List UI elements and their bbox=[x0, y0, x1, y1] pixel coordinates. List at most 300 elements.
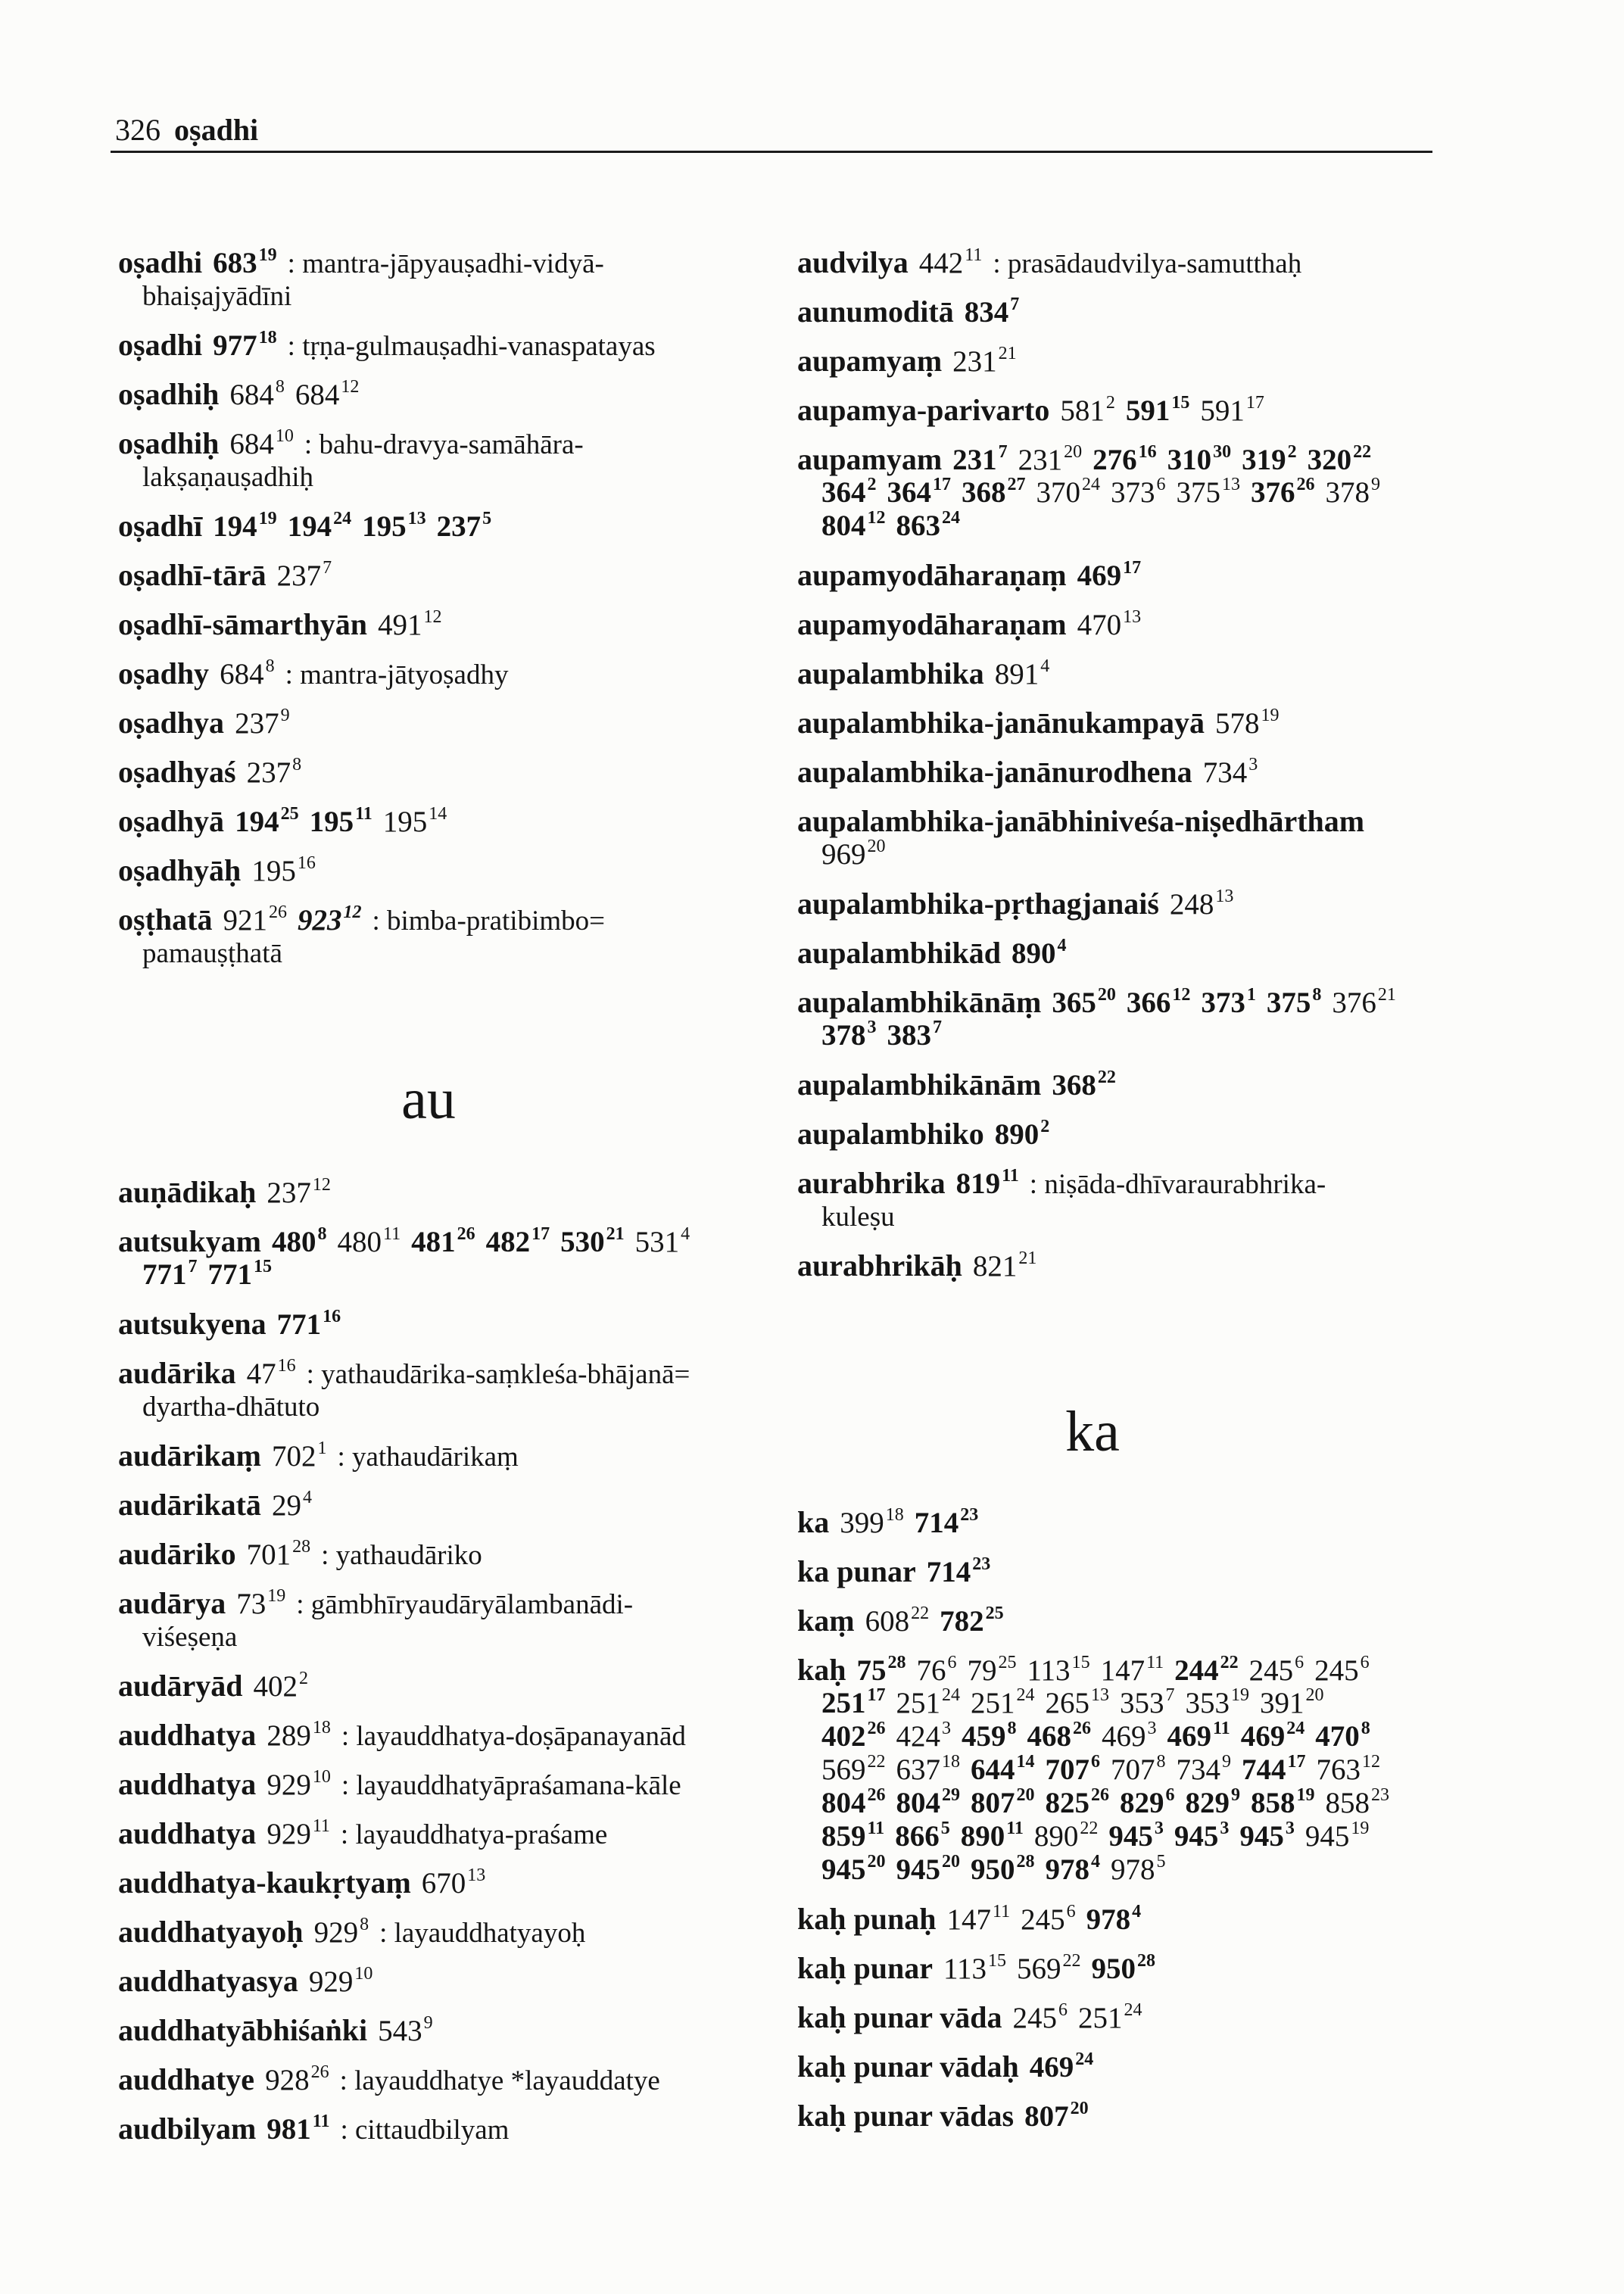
page-number-ref: 459 bbox=[962, 1720, 1006, 1753]
gloss-text: : niṣāda-dhīvaraurabhrika- bbox=[1029, 1169, 1326, 1200]
page-number-ref: 289 bbox=[267, 1719, 311, 1752]
page-reference bbox=[821, 1753, 886, 1786]
page-number-ref: 73 bbox=[236, 1588, 267, 1620]
headword: aupalambhika-janānurodhena bbox=[797, 755, 1192, 789]
index-entry bbox=[797, 2050, 1388, 2084]
page-number-ref: 945 bbox=[1304, 1820, 1350, 1853]
page-number-ref: 251 bbox=[1078, 2002, 1123, 2034]
line-number-superscript: 19 bbox=[267, 1586, 286, 1606]
line-number-superscript: 20 bbox=[1064, 442, 1083, 462]
line-number-superscript: 19 bbox=[1261, 706, 1280, 725]
line-number-superscript: 8 bbox=[275, 377, 285, 397]
page-number-ref: 684 bbox=[295, 379, 340, 411]
page-number-ref: 194 bbox=[213, 510, 257, 543]
line-number-superscript: 16 bbox=[323, 1307, 341, 1326]
page-number-ref: 683 bbox=[213, 247, 257, 279]
index-entry bbox=[797, 246, 1388, 279]
page-number-ref: 977 bbox=[213, 329, 257, 362]
page-reference bbox=[1108, 1820, 1164, 1853]
line-number-superscript: 8 bbox=[1361, 1719, 1370, 1738]
page-number-ref: 248 bbox=[1169, 888, 1214, 921]
page-reference bbox=[288, 510, 352, 543]
page-reference bbox=[896, 1853, 961, 1886]
page-number-ref: 368 bbox=[962, 476, 1006, 509]
gloss-text: : bimba-pratibimbo= bbox=[372, 905, 606, 937]
page-number-ref: 442 bbox=[918, 247, 964, 279]
page-number-ref: 707 bbox=[1045, 1753, 1089, 1786]
page-reference bbox=[968, 1654, 1017, 1687]
page-reference bbox=[971, 1787, 1035, 1819]
line-number-superscript: 28 bbox=[1016, 1852, 1035, 1872]
page-reference bbox=[1215, 707, 1280, 740]
left-column bbox=[118, 246, 739, 2162]
index-entry bbox=[797, 657, 1388, 690]
index-entry bbox=[118, 756, 739, 789]
page-number-ref: 923 bbox=[297, 904, 342, 937]
line-number-superscript: 6 bbox=[1091, 1752, 1100, 1772]
page-number-ref: 819 bbox=[955, 1167, 1001, 1200]
page-reference bbox=[1251, 1787, 1315, 1819]
page-reference bbox=[1046, 1787, 1110, 1819]
headword: aupalambhika bbox=[797, 656, 984, 690]
line-number-superscript: 20 bbox=[1305, 1685, 1324, 1705]
page-number-ref: 866 bbox=[895, 1820, 940, 1853]
page-number-ref: 251 bbox=[821, 1687, 866, 1719]
continuation-line bbox=[797, 1687, 1388, 1720]
page-reference bbox=[971, 1853, 1035, 1886]
page-number-ref: 194 bbox=[287, 510, 332, 543]
line-number-superscript: 22 bbox=[911, 1604, 930, 1623]
right-column bbox=[797, 245, 1396, 2149]
page-number-ref: 468 bbox=[1027, 1720, 1071, 1753]
page-reference bbox=[422, 1867, 486, 1900]
index-entry bbox=[118, 1357, 739, 1423]
headword: aupamyaṃ bbox=[797, 344, 943, 378]
entry-line bbox=[797, 246, 1388, 279]
line-number-superscript: 16 bbox=[297, 853, 316, 873]
line-number-superscript: 12 bbox=[1362, 1752, 1380, 1772]
page-reference bbox=[560, 1226, 625, 1258]
page-reference bbox=[1260, 1687, 1324, 1719]
page-reference bbox=[1317, 1753, 1381, 1786]
page-reference bbox=[220, 658, 275, 690]
line-number-superscript: 10 bbox=[312, 1767, 331, 1787]
headword: aupalambhikānāṃ bbox=[797, 985, 1042, 1019]
page-reference bbox=[223, 904, 287, 937]
headword: aupalambhika-janānukampayā bbox=[797, 706, 1205, 740]
continuation-line bbox=[797, 1019, 1388, 1052]
page-number-ref: 929 bbox=[313, 1916, 359, 1949]
index-entry bbox=[118, 1587, 739, 1653]
page-reference bbox=[1305, 1820, 1370, 1853]
line-number-superscript: 24 bbox=[333, 509, 352, 528]
page-number-ref: 807 bbox=[1024, 2100, 1069, 2133]
page-number-ref: 969 bbox=[821, 838, 866, 871]
headword: aupamya-parivarto bbox=[797, 393, 1050, 427]
line-number-superscript: 11 bbox=[1002, 1166, 1019, 1186]
index-section bbox=[797, 1298, 1388, 2149]
index-section bbox=[797, 245, 1396, 1298]
entry-line bbox=[118, 1225, 739, 1258]
line-number-superscript: 13 bbox=[1091, 1685, 1109, 1705]
page-number-ref: 945 bbox=[1239, 1820, 1284, 1853]
index-entry bbox=[797, 559, 1388, 592]
index-entry bbox=[118, 657, 739, 690]
gloss-text: : gāmbhīryaudāryālambanādi- bbox=[296, 1589, 634, 1620]
continuation-line bbox=[797, 1753, 1388, 1787]
line-number-superscript: 29 bbox=[942, 1785, 960, 1805]
entry-line bbox=[118, 1817, 739, 1850]
index-section bbox=[118, 246, 739, 986]
line-number-superscript: 12 bbox=[343, 902, 362, 922]
page-reference bbox=[378, 609, 442, 641]
line-number-superscript: 4 bbox=[681, 1224, 690, 1244]
line-number-superscript: 28 bbox=[887, 1653, 906, 1672]
line-number-superscript: 17 bbox=[1123, 558, 1142, 578]
page-reference bbox=[971, 1687, 1035, 1719]
line-number-superscript: 11 bbox=[312, 2112, 330, 2131]
entry-line bbox=[797, 1249, 1388, 1283]
page-number-ref: 744 bbox=[1242, 1753, 1286, 1786]
page-reference bbox=[887, 1019, 943, 1052]
index-entry bbox=[118, 559, 739, 592]
entry-line bbox=[118, 559, 739, 592]
index-entry bbox=[797, 1555, 1388, 1588]
page-reference bbox=[1314, 1654, 1370, 1687]
entry-line bbox=[118, 1965, 739, 1998]
line-number-superscript: 1 bbox=[1246, 985, 1256, 1005]
line-number-superscript: 19 bbox=[258, 245, 277, 265]
headword: aurabhrika bbox=[797, 1166, 946, 1200]
headword: aupalambhiko bbox=[797, 1117, 984, 1151]
headword: autsukyam bbox=[118, 1224, 261, 1258]
index-entry bbox=[797, 756, 1388, 789]
page-number-ref: 581 bbox=[1060, 394, 1105, 427]
index-entry bbox=[118, 2112, 739, 2146]
headword: oṣadhī-tārā bbox=[118, 558, 267, 592]
page-number-ref: 859 bbox=[821, 1820, 866, 1853]
line-number-superscript: 2 bbox=[1040, 1117, 1050, 1136]
index-entry bbox=[797, 1249, 1388, 1283]
page-reference bbox=[896, 510, 961, 542]
page-number-ref: 195 bbox=[251, 855, 296, 887]
page-number-ref: 402 bbox=[253, 1670, 298, 1703]
page-number-ref: 244 bbox=[1174, 1654, 1219, 1687]
page-number-ref: 195 bbox=[362, 510, 407, 543]
continuation-line bbox=[797, 1853, 1388, 1887]
line-number-superscript: 9 bbox=[1222, 1752, 1231, 1772]
page-reference bbox=[1241, 1720, 1305, 1753]
page-number-ref: 945 bbox=[896, 1853, 940, 1886]
page-reference bbox=[1127, 986, 1191, 1019]
page-number-ref: 569 bbox=[1017, 1953, 1061, 1985]
headword: oṣadhyaś bbox=[118, 755, 236, 789]
page-reference bbox=[821, 510, 886, 542]
page-reference bbox=[1036, 476, 1101, 509]
page-reference bbox=[961, 1820, 1024, 1853]
page-reference bbox=[1111, 1853, 1166, 1886]
page-reference bbox=[995, 658, 1050, 690]
gloss-text: : yathaudāriko bbox=[321, 1540, 482, 1571]
page-number-ref: 804 bbox=[896, 1787, 940, 1819]
entry-line bbox=[118, 1866, 739, 1900]
page-reference bbox=[821, 1687, 886, 1719]
index-section bbox=[118, 986, 739, 2162]
index-entry bbox=[797, 344, 1388, 378]
page-reference bbox=[821, 1787, 886, 1819]
line-number-superscript: 25 bbox=[998, 1653, 1017, 1672]
page-number-ref: 276 bbox=[1093, 444, 1137, 476]
index-entry bbox=[797, 1117, 1388, 1151]
page-reference bbox=[1011, 937, 1067, 970]
line-number-superscript: 8 bbox=[360, 1915, 369, 1934]
page-number-ref: 373 bbox=[1201, 986, 1245, 1019]
page-number-ref: 714 bbox=[926, 1556, 971, 1588]
headword: aupalambhika-pṛthagjanaiś bbox=[797, 887, 1159, 921]
page-number-ref: 481 bbox=[411, 1226, 456, 1258]
entry-line bbox=[118, 246, 739, 279]
gloss-text: : prasādaudvilya-samutthaḥ bbox=[993, 248, 1302, 279]
line-number-superscript: 24 bbox=[942, 508, 960, 528]
line-number-superscript: 19 bbox=[1351, 1819, 1370, 1838]
line-number-superscript: 11 bbox=[965, 245, 983, 265]
line-number-superscript: 20 bbox=[867, 837, 886, 856]
page-reference bbox=[1332, 986, 1396, 1019]
page-reference bbox=[277, 559, 332, 592]
headword: oṣadhi bbox=[118, 245, 203, 279]
line-number-superscript: 12 bbox=[1172, 985, 1191, 1005]
page-reference bbox=[267, 1177, 331, 1209]
headword: oṣadhiḥ bbox=[118, 426, 220, 460]
line-number-superscript: 18 bbox=[258, 328, 277, 348]
gloss-text: lakṣaṇauṣadhiḥ bbox=[142, 462, 314, 493]
line-number-superscript: 28 bbox=[1137, 1951, 1156, 1971]
index-entry bbox=[797, 887, 1388, 921]
page-number-ref: 591 bbox=[1125, 394, 1170, 427]
entry-line bbox=[797, 2050, 1388, 2084]
page-reference bbox=[1046, 1853, 1101, 1886]
page-number-ref: 47 bbox=[246, 1357, 276, 1390]
headword: auddhatyābhiśaṅki bbox=[118, 2013, 368, 2047]
page-number-ref: 368 bbox=[1052, 1069, 1096, 1102]
headword: audbilyam bbox=[118, 2112, 257, 2146]
page-number-ref: 195 bbox=[382, 806, 428, 838]
page-reference bbox=[314, 1916, 369, 1949]
index-entry bbox=[797, 394, 1388, 427]
page-number-ref: 378 bbox=[821, 1019, 866, 1052]
page-number-ref: 978 bbox=[1111, 1853, 1155, 1886]
line-number-superscript: 20 bbox=[867, 1852, 886, 1872]
page-number-ref: 945 bbox=[1174, 1820, 1219, 1853]
page-number-ref: 644 bbox=[971, 1753, 1015, 1786]
page-number-ref: 353 bbox=[1120, 1687, 1164, 1719]
index-entry bbox=[118, 510, 739, 543]
index-entry bbox=[118, 854, 739, 887]
line-number-superscript: 12 bbox=[312, 1175, 331, 1195]
page-reference bbox=[267, 1769, 331, 1801]
page-reference bbox=[208, 1258, 273, 1291]
entry-line bbox=[118, 378, 739, 411]
page-reference bbox=[236, 1588, 285, 1620]
entry-line bbox=[118, 329, 739, 362]
line-number-superscript: 23 bbox=[960, 1505, 979, 1525]
page-number-ref: 929 bbox=[267, 1818, 311, 1850]
entry-line bbox=[118, 1768, 739, 1801]
page-number-ref: 402 bbox=[821, 1720, 866, 1753]
page-number-ref: 945 bbox=[821, 1853, 866, 1886]
entry-line bbox=[118, 756, 739, 789]
page-number: 326 bbox=[115, 113, 161, 147]
index-entry bbox=[797, 608, 1388, 641]
gloss-text: bhaiṣajyādīni bbox=[142, 281, 292, 312]
page-number-ref: 231 bbox=[952, 345, 997, 378]
headword: aupalambhikād bbox=[797, 936, 1002, 970]
headword: audārya bbox=[118, 1586, 226, 1620]
page-reference bbox=[896, 1787, 961, 1819]
entry-line bbox=[118, 427, 739, 460]
page-reference bbox=[267, 1719, 331, 1752]
page-reference bbox=[965, 296, 1020, 329]
page-reference bbox=[1251, 476, 1315, 509]
gloss-text: dyartha-dhātuto bbox=[142, 1392, 320, 1423]
gloss-text: : layauddhatyayoḥ bbox=[379, 1918, 586, 1949]
page-number-ref: 608 bbox=[865, 1605, 910, 1638]
page-number-ref: 320 bbox=[1307, 444, 1352, 476]
page-reference bbox=[213, 510, 277, 543]
entry-line bbox=[118, 1719, 739, 1752]
line-number-superscript: 4 bbox=[302, 1488, 312, 1507]
page-number-ref: 684 bbox=[229, 428, 274, 460]
page-reference bbox=[919, 247, 983, 279]
entry-line bbox=[797, 2099, 1388, 2133]
line-number-superscript: 2 bbox=[299, 1669, 308, 1688]
line-number-superscript: 3 bbox=[867, 1018, 877, 1037]
line-number-superscript: 3 bbox=[1285, 1819, 1295, 1838]
page-reference bbox=[1027, 1654, 1090, 1687]
page-reference bbox=[272, 1226, 327, 1258]
line-number-superscript: 8 bbox=[317, 1224, 327, 1244]
page-reference bbox=[962, 1720, 1017, 1753]
index-entry bbox=[118, 1817, 739, 1850]
index-entry bbox=[797, 1604, 1388, 1638]
page-number-ref: 890 bbox=[1011, 937, 1056, 970]
entry-line bbox=[118, 1915, 739, 1949]
line-number-superscript: 6 bbox=[1066, 1902, 1076, 1922]
page-reference bbox=[1170, 888, 1234, 921]
page-reference bbox=[962, 476, 1026, 509]
entry-line bbox=[797, 706, 1388, 740]
line-number-superscript: 13 bbox=[1222, 475, 1240, 494]
page-number-ref: 76 bbox=[916, 1654, 946, 1687]
page-reference bbox=[896, 1687, 961, 1719]
continuation-line bbox=[118, 279, 739, 313]
page-number-ref: 353 bbox=[1185, 1687, 1230, 1719]
page-reference bbox=[896, 1720, 952, 1753]
continuation-line bbox=[797, 476, 1388, 510]
page-number-ref: 821 bbox=[972, 1250, 1018, 1283]
page-reference bbox=[1093, 444, 1157, 476]
page-number-ref: 364 bbox=[821, 476, 866, 509]
line-number-superscript: 9 bbox=[1231, 1785, 1240, 1805]
page-reference bbox=[383, 806, 447, 838]
entry-line bbox=[797, 805, 1388, 838]
headword: oṣadhy bbox=[118, 656, 210, 690]
page-number-ref: 950 bbox=[971, 1853, 1015, 1886]
page-number-ref: 245 bbox=[1248, 1654, 1294, 1687]
headword: oṣadhi bbox=[118, 328, 203, 362]
headword: audvilya bbox=[797, 245, 909, 279]
line-number-superscript: 7 bbox=[933, 1018, 942, 1037]
index-entry bbox=[797, 1167, 1388, 1233]
continuation-line bbox=[797, 1720, 1388, 1753]
line-number-superscript: 8 bbox=[1312, 985, 1322, 1005]
entry-line bbox=[797, 1506, 1388, 1539]
index-entry bbox=[118, 1538, 739, 1571]
line-number-superscript: 11 bbox=[1213, 1719, 1230, 1738]
page-reference bbox=[1242, 1753, 1306, 1786]
line-number-superscript: 11 bbox=[992, 1902, 1011, 1922]
index-entry bbox=[118, 1439, 739, 1473]
page-number-ref: 530 bbox=[560, 1226, 605, 1258]
headword: aurabhrikāḥ bbox=[797, 1248, 962, 1283]
index-entry bbox=[118, 1669, 739, 1703]
index-entry bbox=[118, 1768, 739, 1801]
page-number-ref: 469 bbox=[1167, 1720, 1211, 1753]
page-reference bbox=[1101, 1654, 1164, 1687]
page-reference bbox=[267, 2113, 329, 2146]
line-number-superscript: 6 bbox=[1295, 1653, 1304, 1672]
page-reference bbox=[1239, 1820, 1295, 1853]
page-number-ref: 531 bbox=[634, 1226, 680, 1258]
page-number-ref: 858 bbox=[1325, 1787, 1370, 1819]
page-reference bbox=[821, 1019, 877, 1052]
header-rule bbox=[111, 151, 1432, 153]
line-number-superscript: 9 bbox=[423, 2013, 433, 2033]
line-number-superscript: 24 bbox=[1286, 1719, 1305, 1738]
headword: kaḥ punar vādaḥ bbox=[797, 2049, 1019, 2084]
line-number-superscript: 5 bbox=[940, 1819, 950, 1838]
line-number-superscript: 26 bbox=[1091, 1785, 1109, 1805]
line-number-superscript: 13 bbox=[407, 509, 426, 528]
line-number-superscript: 8 bbox=[1007, 1719, 1017, 1738]
line-number-superscript: 13 bbox=[467, 1865, 486, 1885]
headword: ka bbox=[797, 1505, 830, 1539]
entry-line bbox=[797, 657, 1388, 690]
page-reference bbox=[1315, 1720, 1370, 1753]
line-number-superscript: 11 bbox=[867, 1819, 885, 1838]
page-number-ref: 591 bbox=[1200, 394, 1245, 427]
page-reference bbox=[952, 444, 1008, 476]
page-reference bbox=[1046, 1687, 1110, 1719]
index-entry bbox=[118, 427, 739, 494]
headword: auddhatya-kaukṛtyaṃ bbox=[118, 1865, 411, 1900]
line-number-superscript: 6 bbox=[1165, 1785, 1175, 1805]
page-number-ref: 424 bbox=[896, 1720, 940, 1753]
entry-line bbox=[797, 937, 1388, 970]
page-number-ref: 370 bbox=[1036, 476, 1080, 509]
page-reference bbox=[272, 1440, 327, 1473]
gloss-text: : mantra-jātyoṣadhy bbox=[285, 659, 509, 690]
line-number-superscript: 9 bbox=[1371, 475, 1380, 494]
headword: audārika bbox=[118, 1356, 236, 1390]
headword: audāriko bbox=[118, 1537, 236, 1571]
entry-line bbox=[118, 510, 739, 543]
page-reference bbox=[857, 1654, 906, 1687]
page-number-ref: 825 bbox=[1045, 1787, 1089, 1819]
line-number-superscript: 15 bbox=[1171, 393, 1190, 413]
line-number-superscript: 3 bbox=[1154, 1819, 1164, 1838]
page-reference bbox=[821, 838, 886, 871]
